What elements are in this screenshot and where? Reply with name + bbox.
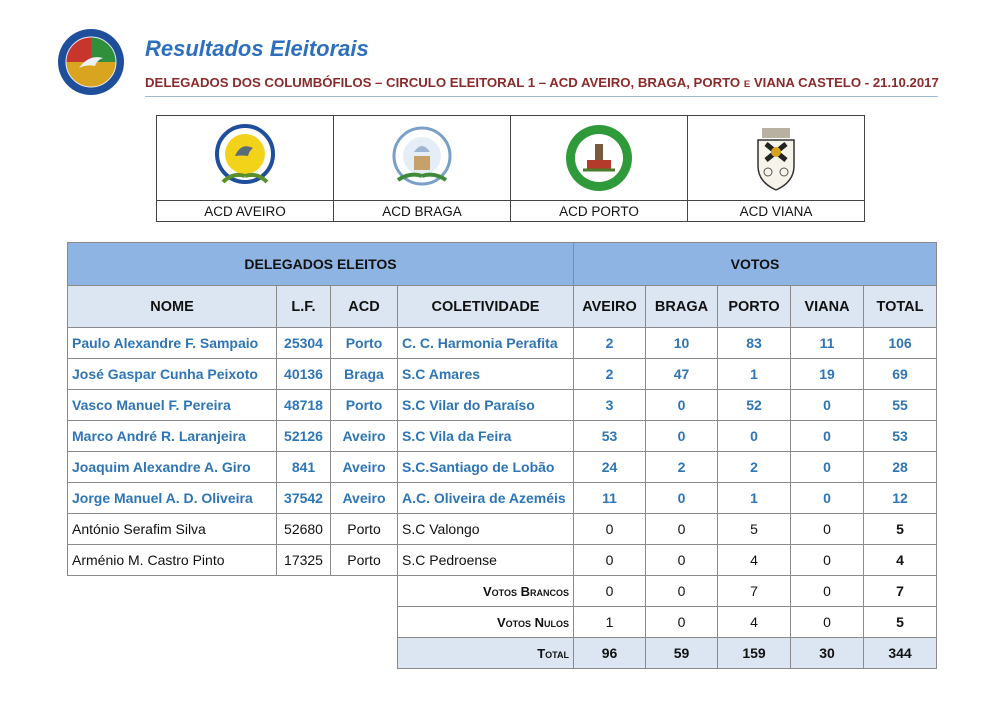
cell-total: 28 [864,452,937,483]
cell-porto: 7 [718,576,791,607]
logo-cell-viana [688,116,865,201]
logo-label-porto: ACD PORTO [511,201,688,222]
cell-braga: 0 [646,576,718,607]
cell-aveiro: 2 [574,328,646,359]
cell-total: 344 [864,638,937,669]
empty-cell [68,638,398,669]
table-row [68,514,937,545]
column-header: BRAGA [646,286,718,328]
cell-acd: Aveiro [331,483,398,514]
group-header-delegates: DELEGADOS ELEITOS [68,243,574,286]
subtitle-end: VIANA CASTELO - 21.10.2017 [753,75,939,90]
cell-braga: 0 [646,390,718,421]
cell-total: 4 [864,545,937,576]
table-row [68,390,937,421]
footer-label: Total [398,638,574,669]
cell-porto: 52 [718,390,791,421]
cell-nome: José Gaspar Cunha Peixoto [68,359,277,390]
empty-cell [68,607,398,638]
cell-coletividade: S.C Valongo [398,514,574,545]
cell-viana: 19 [791,359,864,390]
cell-viana: 0 [791,421,864,452]
cell-nome: Joaquim Alexandre A. Giro [68,452,277,483]
cell-braga: 2 [646,452,718,483]
cell-braga: 0 [646,545,718,576]
cell-coletividade: S.C Vila da Feira [398,421,574,452]
cell-nome: Marco André R. Laranjeira [68,421,277,452]
logo-cell-braga [334,116,511,201]
cell-aveiro: 53 [574,421,646,452]
table-row [68,483,937,514]
cell-viana: 0 [791,514,864,545]
cell-aveiro: 0 [574,514,646,545]
table-row [68,359,937,390]
cell-acd: Aveiro [331,452,398,483]
cell-coletividade: S.C Amares [398,359,574,390]
cell-aveiro: 96 [574,638,646,669]
cell-lf: 52126 [277,421,331,452]
subtitle-main: DELEGADOS DOS COLUMBÓFILOS – CIRCULO ELEITORAL 1 – ACD AVEIRO, BRAGA, PORTO [145,75,741,90]
acd-aveiro-emblem-icon [209,122,281,194]
cell-aveiro: 2 [574,359,646,390]
cell-porto: 5 [718,514,791,545]
cell-porto: 159 [718,638,791,669]
logo-cell-porto [511,116,688,201]
cell-porto: 4 [718,607,791,638]
column-header: L.F. [277,286,331,328]
association-logos-table [156,115,865,222]
cell-lf: 40136 [277,359,331,390]
cell-coletividade: S.C Pedroense [398,545,574,576]
cell-nome: Paulo Alexandre F. Sampaio [68,328,277,359]
cell-total: 5 [864,514,937,545]
group-header-votes: VOTOS [574,243,937,286]
cell-braga: 10 [646,328,718,359]
cell-nome: António Serafim Silva [68,514,277,545]
cell-braga: 47 [646,359,718,390]
page-title: Resultados Eleitorais [145,36,369,61]
empty-cell [68,576,398,607]
cell-porto: 4 [718,545,791,576]
acd-braga-emblem-icon [386,122,458,194]
cell-total: 106 [864,328,937,359]
table-row [68,421,937,452]
cell-porto: 83 [718,328,791,359]
column-header: PORTO [718,286,791,328]
cell-acd: Porto [331,545,398,576]
cell-viana: 11 [791,328,864,359]
footer-label: Votos Brancos [398,576,574,607]
cell-porto: 0 [718,421,791,452]
column-header: TOTAL [864,286,937,328]
cell-total: 55 [864,390,937,421]
cell-lf: 25304 [277,328,331,359]
logo-label-aveiro: ACD AVEIRO [157,201,334,222]
logo-label-viana: ACD VIANA [688,201,865,222]
cell-braga: 0 [646,483,718,514]
cell-lf: 48718 [277,390,331,421]
cell-coletividade: A.C. Oliveira de Azeméis [398,483,574,514]
cell-lf: 841 [277,452,331,483]
subtitle-conjunction: E [743,79,751,90]
cell-lf: 17325 [277,545,331,576]
cell-viana: 0 [791,483,864,514]
cell-aveiro: 11 [574,483,646,514]
cell-total: 5 [864,607,937,638]
table-row [68,545,937,576]
cell-porto: 2 [718,452,791,483]
acd-porto-emblem-icon [563,122,635,194]
cell-viana: 0 [791,452,864,483]
footer-row-total [68,638,937,669]
footer-row-blank-votes [68,576,937,607]
cell-viana: 0 [791,390,864,421]
cell-aveiro: 0 [574,545,646,576]
cell-viana: 0 [791,576,864,607]
cell-aveiro: 1 [574,607,646,638]
cell-total: 12 [864,483,937,514]
cell-acd: Braga [331,359,398,390]
page-subtitle [145,75,939,90]
cell-coletividade: C. C. Harmonia Perafita [398,328,574,359]
cell-acd: Porto [331,390,398,421]
logo-label-braga: ACD BRAGA [334,201,511,222]
cell-braga: 0 [646,514,718,545]
column-header: VIANA [791,286,864,328]
cell-total: 53 [864,421,937,452]
cell-aveiro: 3 [574,390,646,421]
cell-viana: 0 [791,545,864,576]
election-results-table [67,242,937,669]
cell-acd: Aveiro [331,421,398,452]
cell-lf: 52680 [277,514,331,545]
cell-braga: 0 [646,421,718,452]
group-header-row [68,243,937,286]
column-header: NOME [68,286,277,328]
cell-acd: Porto [331,514,398,545]
cell-porto: 1 [718,359,791,390]
header-divider [145,96,938,97]
cell-lf: 37542 [277,483,331,514]
cell-viana: 0 [791,607,864,638]
cell-nome: Vasco Manuel F. Pereira [68,390,277,421]
column-header-row [68,286,937,328]
cell-total: 7 [864,576,937,607]
cell-braga: 59 [646,638,718,669]
cell-coletividade: S.C.Santiago de Lobão [398,452,574,483]
cell-nome: Jorge Manuel A. D. Oliveira [68,483,277,514]
cell-aveiro: 0 [574,576,646,607]
column-header: ACD [331,286,398,328]
footer-label: Votos Nulos [398,607,574,638]
column-header: COLETIVIDADE [398,286,574,328]
table-row [68,452,937,483]
federation-logo-icon [57,28,125,96]
column-header: AVEIRO [574,286,646,328]
cell-coletividade: S.C Vilar do Paraíso [398,390,574,421]
acd-viana-emblem-icon [740,122,812,194]
cell-nome: Arménio M. Castro Pinto [68,545,277,576]
cell-porto: 1 [718,483,791,514]
logo-cell-aveiro [157,116,334,201]
cell-viana: 30 [791,638,864,669]
cell-aveiro: 24 [574,452,646,483]
footer-row-null-votes [68,607,937,638]
cell-total: 69 [864,359,937,390]
cell-braga: 0 [646,607,718,638]
cell-acd: Porto [331,328,398,359]
table-row [68,328,937,359]
